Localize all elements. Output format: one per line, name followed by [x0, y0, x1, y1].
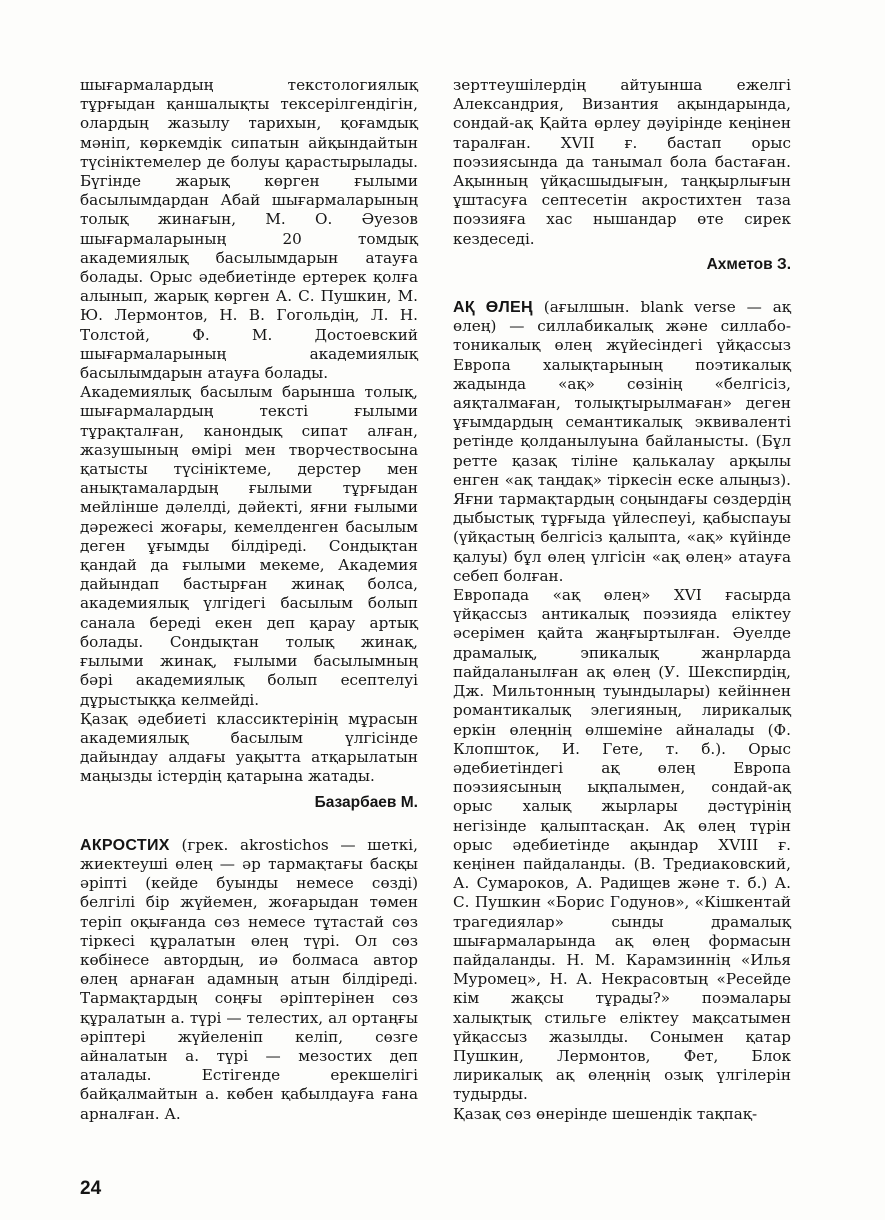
right-paragraph-3: Европада «ақ өлең» XVI ғасырда үйқассыз антикалық поэзияда еліктеу әсерімен қайта жаңғыртылған. Әуелде драмалық, эпикалық жанрларда пайдаланылған ақ өлең (У. Шекспирдің, Дж. Мильтонның туындылары) кейіннен романтикалық элегияның, лирикалық еркін өлеңнің өлшеміне айналады (Ф. Клопшток, И. Гете, т. б.). Орыс әдебиетіндегі ақ өлең Европа поэзиясының ықпалымен, сондай-ақ орыс халық жырлары дәстүрінің негізінде қалыптасқан. Ақ өлең түрін орыс әдебиетінде ақындар XVIII ғ. кеңінен пайдаланды. (В. Тредиаковский, А. Сумароков, А. Радищев және т. б.) А. С. Пушкин «Борис Годунов», «Кішкентай трагедиялар» сынды драмалық шығармаларында ақ өлең формасын пайдаланды. Н. М. Карамзиннің «Илья Муромец», Н. А. Некрасовтың «Ресейде кім жақсы тұрады?» поэмалары халықтық стильге еліктеу мақсатымен үйқассыз жазылды. Сонымен қатар Пушкин, Лермонтов, Фет, Блок лирикалық ақ өлеңнің озық үлгілерін тудырды.	[453, 586, 791, 1104]
left-column	[80, 76, 418, 1124]
author-signature-akhmetov: Ахметов З.	[706, 255, 791, 273]
entry-akrostikh	[80, 836, 418, 1124]
right-paragraph-1: зерттеушілердің айтуынша ежелгі Александрия, Византия ақындарында, сондай-ақ Қайта өрлеу дәуірінде кеңінен таралған. XVII ғ. бастап орыс поэзиясында да танымал бола бастаған. Ақынның үйқасшыдығын, таңқырлығын ұштасуға септесетін акростихтен таза поэзияға хас нышандар өте сирек кездеседі.	[453, 76, 791, 248]
entry-ak-olen	[453, 298, 791, 586]
headword-ak-olen: АҚ ӨЛЕҢ	[453, 299, 533, 317]
right-column	[453, 76, 791, 1124]
entry-akrostikh-body: (грек. akrostichos — шеткі, жиектеуші өлең — әр тармақтағы басқы әріпті (кейде буынды немесе сөзді) белгілі бір жүйемен, жоғарыдан төмен теріп оқығанда сөз немесе тұтастай сөз тіркесі құралатын өлең түрі. Ол сөз көбінесе автордың, иә болмаса автор өлең арнаған адамның атын білдіреді. Тармақтардың соңғы әріптерінен сөз құралатын а. түрі — телестих, ал ортаңғы әріптері жүйеленіп келіп, сөзге айналатын а. түрі — мезостих деп аталады. Естігенде ерекшелігі байқалмайтын а. көбен қабылдауға ғана арналған. А.	[80, 835, 418, 1123]
left-paragraph-1: шығармалардың текстологиялық тұрғыдан қаншалықты тексерілгендігін, олардың жазылу тарихын, қоғамдық мәніп, көркемдік сипатын айқындайтын түсініктемелер де болуы қарастырылады. Бүгінде жарық көрген ғылыми басылымдардан Абай шығармаларының толық жинағын, М. О. Әуезов шығармаларының 20 томдық академиялық басылымдарын атауға болады. Орыс әдебиетінде ертерек қолға алынып, жарық көрген А. С. Пушкин, М. Ю. Лермонтов, Н. В. Гогольдің, Л. Н. Толстой, Ф. М. Достоевский шығармаларының академиялық басылымдарын атауға болады.	[80, 76, 418, 383]
entry-ak-olen-body: (ағылшын. blank verse — ақ өлең) — силлабикалық және силлабо-тоникалық өлең жүйесіндегі үйқассыз Европа халықтарының поэтикалық жадында «ақ» сөзінің «белгісіз, аяқталмаған, толықтырылмаған» деген ұғымдардың семантикалық эквиваленті ретінде қолданылуына байланысты. (Бұл ретте қазақ тіліне қалькалау арқылы енген «ақ таңдақ» тіркесін еске алыңыз). Яғни тармақтардың соңындағы сөздердің дыбыстық тұрғыда үйлеспеуі, қабыспауы (үйқастың белгісіз қалыпта, «ақ» күйінде қалуы) бұл өлең үлгісін «ақ өлең» атауға себеп болған.	[453, 298, 792, 585]
right-paragraph-4: Қазақ сөз өнерінде шешендік тақпақ-	[453, 1104, 758, 1123]
page-number: 24	[80, 1178, 102, 1199]
left-paragraph-3: Қазақ әдебиеті классиктерінің мұрасын академиялық басылым үлгісінде дайындау алдағы уақытта атқарылатын маңызды істердің қатарына жатады.	[80, 709, 418, 786]
headword-akrostikh: АКРОСТИХ	[80, 836, 170, 854]
left-paragraph-2: Академиялық басылым барынша толық, шығармалардың тексті ғылыми тұрақталған, канондық сипат алған, жазушының өмірі мен творчествосына қатысты түсініктеме, дерстер мен анықтамалардың ғылыми тұрғыдан мейлінше дәлелді, дәйекті, яғни ғылыми дәрежесі жоғары, кемелденген басылым деген ұғымды білдіреді. Сондықтан қандай да ғылыми мекеме, Академия дайындап бастырған жинақ болса, академиялық үлгідегі басылым болып санала береді екен деп қарау артық болады. Сондықтан толық жинақ, ғылыми жинақ, ғылыми басылымның бәрі академиялық болып есептелуі дұрыстыққа келмейді.	[80, 383, 418, 709]
author-signature-bazarbaev: Базарбаев М.	[314, 793, 418, 811]
